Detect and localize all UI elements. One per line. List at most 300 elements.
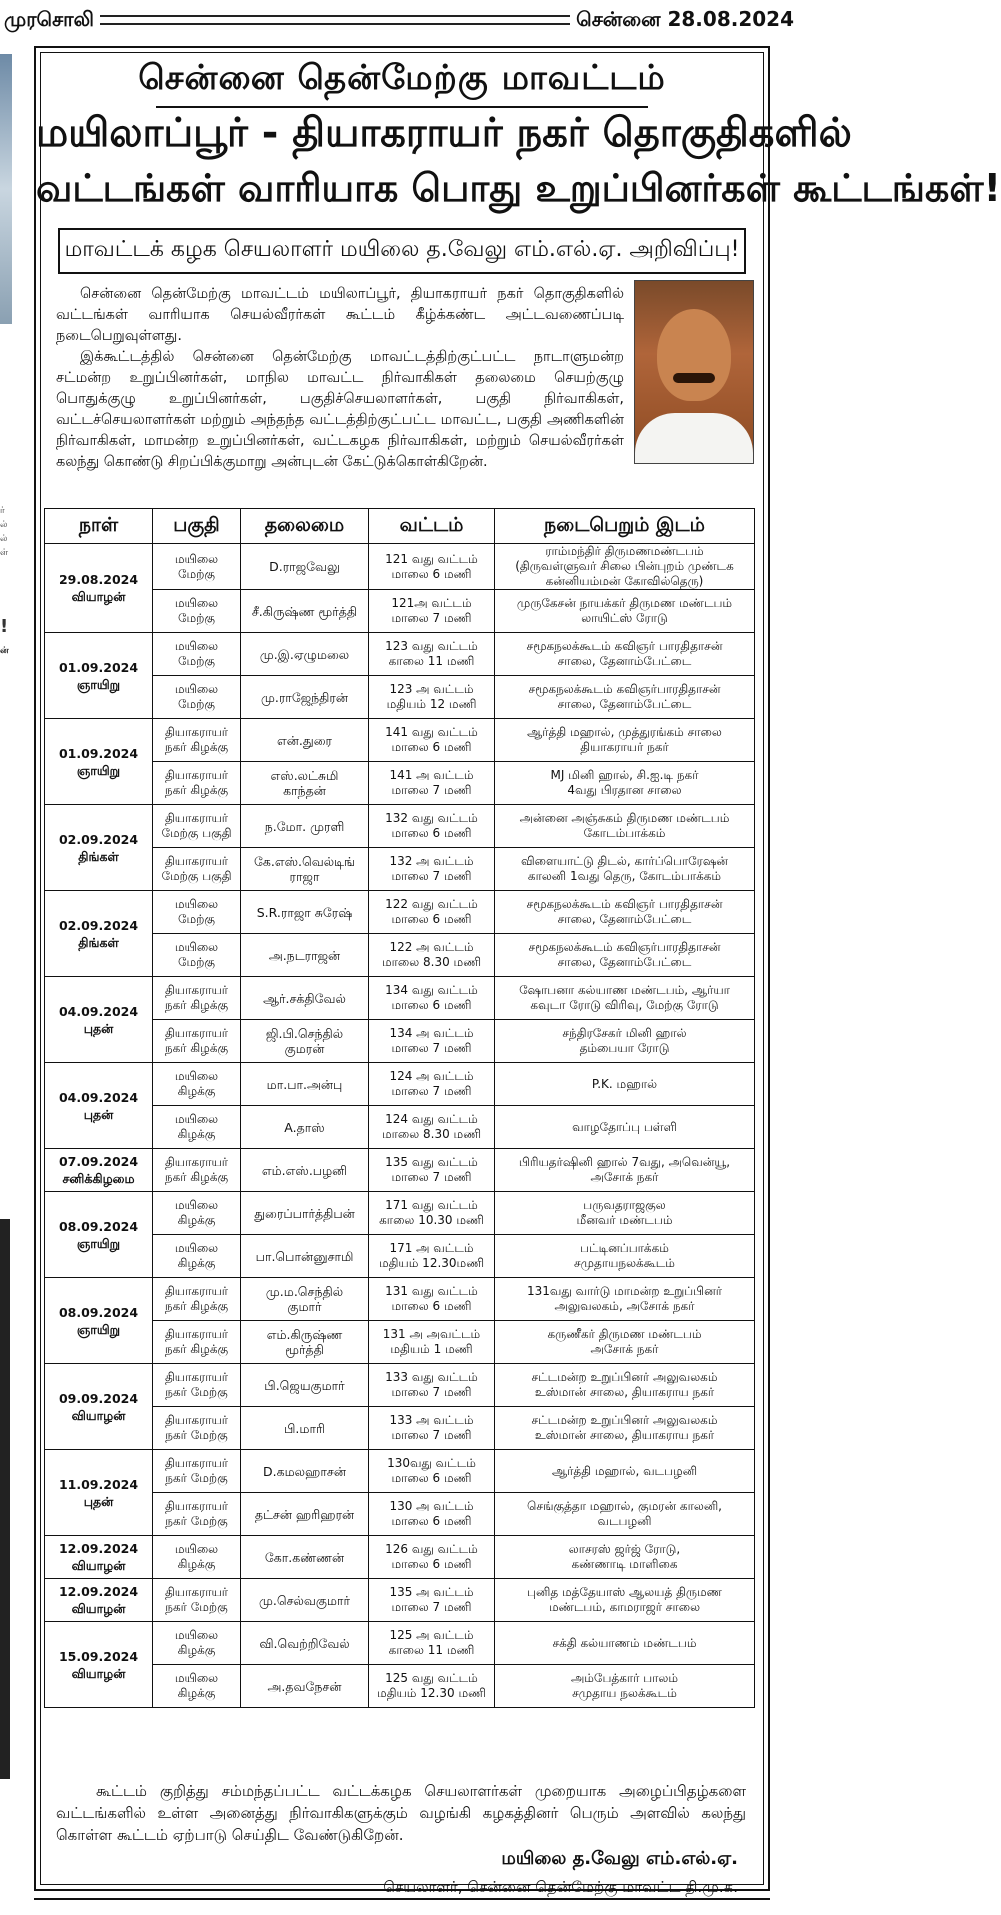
ward-time-cell-line-2: மாலை 6 மணி [391, 1557, 472, 1571]
ward-time-cell [369, 848, 495, 891]
meeting-date-cell [45, 977, 153, 1063]
adjacent-column-fragment [0, 44, 16, 1914]
area-cell-line-1: மயிலை [174, 1241, 219, 1255]
table-row [45, 1450, 755, 1493]
area-cell [153, 1364, 241, 1407]
leader-cell [241, 891, 369, 934]
venue-cell-line-1: சமூகநலக்கூடம் கவிஞர் பாரதிதாசன் [526, 897, 723, 911]
leader-cell-line-1: என்.துரை [277, 732, 332, 748]
venue-cell-line-1: சட்டமன்ற உறுப்பினர் அலுவலகம் [531, 1370, 718, 1384]
area-cell [153, 1493, 241, 1536]
title-district: சென்னை தென்மேற்கு மாவட்டம் [138, 58, 666, 98]
leader-cell-line-1: வி.வெற்றிவேல் [259, 1635, 350, 1651]
ward-time-cell [369, 1020, 495, 1063]
area-cell [153, 676, 241, 719]
leader-cell [241, 762, 369, 805]
venue-cell-line-1: புனித மத்தேயாஸ் ஆலயத் திருமண [527, 1585, 722, 1599]
leader-cell [241, 1278, 369, 1321]
masthead-rule [100, 15, 570, 25]
area-cell [153, 1235, 241, 1278]
ward-time-cell [369, 977, 495, 1020]
ward-time-cell [369, 1235, 495, 1278]
title-meetings: வட்டங்கள் வாரியாக பொது உறுப்பினர்கள் கூட்டங்கள்! [36, 166, 1001, 210]
table-row [45, 1536, 755, 1579]
area-cell-line-1: தியாகராயர் [164, 1413, 229, 1427]
ward-time-cell-line-1: 122 அ வட்டம் [389, 940, 474, 954]
venue-cell [495, 1192, 755, 1235]
leader-cell-line-1: A.தாஸ் [284, 1119, 325, 1135]
venue-cell-line-2: சமுதாய நலக்கூடம் [572, 1686, 677, 1700]
venue-cell-line-1: 131வது வார்டு மாமன்ற உறுப்பினர் [526, 1284, 723, 1298]
area-cell-line-1: தியாகராயர் [164, 1026, 229, 1040]
leader-cell [241, 676, 369, 719]
leader-cell-line-1: அ.தவநேசன் [267, 1678, 342, 1694]
table-body [45, 544, 755, 1708]
venue-cell [495, 848, 755, 891]
meeting-date: 11.09.2024 [58, 1476, 139, 1492]
area-cell-line-1: மயிலை [174, 682, 219, 696]
ward-time-cell-line-1: 134 வது வட்டம் [385, 983, 478, 997]
area-cell-line-2: நகர் கிழக்கு [164, 783, 229, 797]
leader-cell-line-1: மு.செல்வகுமார் [259, 1592, 350, 1608]
fragment-text: ! [0, 616, 9, 637]
area-cell-line-2: கிழக்கு [177, 1213, 216, 1227]
ward-time-cell-line-1: 125 வது வட்டம் [385, 1671, 478, 1685]
ward-time-cell-line-2: மதியம் 12 மணி [386, 697, 477, 711]
ward-time-cell [369, 1450, 495, 1493]
leader-cell [241, 1364, 369, 1407]
ward-time-cell-line-1: 130வது வட்டம் [387, 1456, 476, 1470]
title-underline [156, 106, 648, 108]
area-cell [153, 1106, 241, 1149]
table-row [45, 1149, 755, 1192]
header-venue: நடைபெறும் இடம் [495, 509, 755, 544]
advertisement-box [34, 46, 1001, 1896]
ward-time-cell-line-1: 131 வது வட்டம் [385, 1284, 478, 1298]
ward-time-cell-line-2: மாலை 8.30 மணி [381, 1127, 482, 1141]
leader-cell [241, 1106, 369, 1149]
ward-time-cell-line-2: மதியம் 1 மணி [390, 1342, 473, 1356]
fragment-text: ல் [0, 534, 8, 544]
leader-cell-line-1: மு.இ.ஏழுமலை [259, 646, 350, 662]
venue-cell-line-1: பட்டினப்பாக்கம் [580, 1241, 669, 1255]
venue-cell [495, 1622, 755, 1665]
area-cell-line-1: மயிலை [174, 1542, 219, 1556]
signature-title: செயலாளர், சென்னை தென்மேற்கு மாவட்ட தி.மு.க. [383, 1878, 738, 1896]
leader-cell-line-2: குமார் [287, 1299, 322, 1314]
area-cell [153, 762, 241, 805]
meeting-date: 29.08.2024 [58, 572, 139, 587]
venue-cell-line-2: உஸ்மான் சாலை, தியாகராய நகர் [534, 1385, 715, 1399]
area-cell [153, 977, 241, 1020]
venue-cell [495, 762, 755, 805]
venue-cell-line-2: மீனவர் மண்டபம் [576, 1213, 673, 1227]
venue-cell [495, 1450, 755, 1493]
leader-cell [241, 1063, 369, 1106]
ward-time-cell-line-2: மாலை 7 மணி [391, 1041, 472, 1055]
area-cell [153, 590, 241, 633]
ward-time-cell-line-1: 121 வது வட்டம் [385, 551, 478, 566]
area-cell-line-2: மேற்கு [178, 611, 215, 625]
venue-cell [495, 1235, 755, 1278]
leader-cell [241, 848, 369, 891]
area-cell [153, 805, 241, 848]
meeting-day: வியாழன் [71, 1407, 126, 1423]
leader-cell-line-1: D.கமலஹாசன் [263, 1463, 346, 1479]
meeting-date-cell [45, 719, 153, 805]
area-cell-line-1: தியாகராயர் [164, 1456, 229, 1470]
venue-cell [495, 1536, 755, 1579]
table-row [45, 719, 755, 762]
meeting-date-cell [45, 633, 153, 719]
venue-cell-line-1: சமூகநலக்கூடம் கவிஞர் பாரதிதாசன் [526, 639, 723, 653]
area-cell [153, 719, 241, 762]
area-cell-line-2: நகர் மேற்கு [165, 1471, 228, 1485]
area-cell [153, 1192, 241, 1235]
meeting-date-cell [45, 891, 153, 977]
ward-time-cell-line-2: மதியம் 12.30மணி [378, 1256, 485, 1270]
area-cell [153, 891, 241, 934]
ward-time-cell-line-1: 171 அ வட்டம் [389, 1241, 474, 1255]
title-constituencies: மயிலாப்பூர் - தியாகராயர் நகர் தொகுதிகளில் [36, 110, 852, 156]
leader-cell-line-1: கோ.கண்ணன் [264, 1549, 345, 1565]
venue-cell [495, 1665, 755, 1708]
venue-cell [495, 977, 755, 1020]
leader-cell [241, 1407, 369, 1450]
fragment-text: ள் [0, 548, 9, 558]
area-cell-line-2: கிழக்கு [177, 1256, 216, 1270]
area-cell [153, 1622, 241, 1665]
venue-cell-line-2: சமுதாயநலக்கூடம் [574, 1256, 675, 1270]
venue-cell [495, 1579, 755, 1622]
venue-cell-line-2: (திருவள்ளுவர் சிலை பின்புறம் முண்டக கன்னியம்மன் கோவில்தெரு) [515, 559, 734, 588]
meeting-date: 09.09.2024 [58, 1390, 139, 1406]
area-cell-line-2: நகர் மேற்கு [165, 1600, 228, 1614]
leader-cell [241, 1020, 369, 1063]
header-date: நாள் [45, 509, 153, 544]
ward-time-cell-line-1: 133 அ வட்டம் [389, 1413, 474, 1427]
leader-cell-line-1: ஆர்.சக்திவேல் [263, 990, 346, 1006]
ward-time-cell-line-2: மாலை 6 மணி [391, 998, 472, 1012]
venue-cell-line-1: முருகேசன் நாயக்கர் திருமண மண்டபம் [516, 596, 733, 610]
leader-cell [241, 977, 369, 1020]
ward-time-cell-line-2: மாலை 7 மணி [391, 1428, 472, 1442]
meeting-date-cell [45, 1536, 153, 1579]
ward-time-cell-line-2: மாலை 6 மணி [391, 1299, 472, 1313]
table-row [45, 1192, 755, 1235]
area-cell-line-1: மயிலை [174, 639, 219, 653]
venue-cell-line-1: ராம்மந்திர் திருமணமண்டபம் [545, 544, 704, 558]
area-cell-line-1: மயிலை [174, 596, 219, 610]
area-cell-line-1: மயிலை [174, 1628, 219, 1642]
venue-cell [495, 1020, 755, 1063]
venue-cell-line-1: ஷோபனா கல்யாண மண்டபம், ஆர்யா [519, 983, 730, 997]
leader-cell [241, 1235, 369, 1278]
masthead [0, 0, 800, 40]
area-cell [153, 1665, 241, 1708]
leader-cell-line-1: துரைப்பார்த்திபன் [254, 1205, 355, 1221]
leader-cell [241, 1493, 369, 1536]
venue-cell-line-1: செங்குத்தா மஹால், குமரன் காலனி, [526, 1499, 722, 1513]
venue-cell-line-2: சாலை, தேனாம்பேட்டை [557, 912, 692, 926]
area-cell [153, 848, 241, 891]
ward-time-cell-line-1: 141 அ வட்டம் [389, 768, 474, 782]
area-cell [153, 633, 241, 676]
ward-time-cell [369, 1063, 495, 1106]
header-area: பகுதி [153, 509, 241, 544]
ward-time-cell [369, 1536, 495, 1579]
ward-time-cell-line-1: 135 அ வட்டம் [389, 1585, 474, 1599]
ward-time-cell [369, 1493, 495, 1536]
meeting-date-cell [45, 1149, 153, 1192]
venue-cell-line-1: சட்டமன்ற உறுப்பினர் அலுவலகம் [531, 1413, 718, 1427]
venue-cell-line-2: மண்டபம், காமராஜர் சாலை [548, 1600, 701, 1614]
area-cell-line-2: மேற்கு [178, 912, 215, 926]
ward-time-cell-line-2: மாலை 6 மணி [391, 826, 472, 840]
ward-time-cell [369, 544, 495, 590]
adjacent-text-fragment [0, 334, 14, 658]
venue-cell-line-1: பருவதராஜகுல [583, 1198, 666, 1212]
leader-cell [241, 1622, 369, 1665]
table-row [45, 1364, 755, 1407]
leader-cell-line-1: எம்.எஸ்.பழனி [261, 1162, 348, 1178]
ward-time-cell-line-1: 125 அ வட்டம் [389, 1628, 474, 1642]
venue-cell-line-1: வாழதோப்பு பள்ளி [572, 1119, 677, 1134]
area-cell [153, 1149, 241, 1192]
meeting-date-cell [45, 544, 153, 633]
area-cell-line-1: தியாகராயர் [164, 983, 229, 997]
header-ward: வட்டம் [369, 509, 495, 544]
leader-cell-line-2: மூர்த்தி [285, 1342, 324, 1357]
meeting-day: வியாழன் [71, 1665, 126, 1681]
fragment-text: ர் [0, 506, 5, 516]
ward-time-cell-line-2: காலை 11 மணி [388, 654, 475, 668]
leader-cell-line-1: மு.ம.செந்தில் [265, 1284, 344, 1299]
meeting-date-cell [45, 1063, 153, 1149]
meeting-day: புதன் [83, 1493, 114, 1509]
ward-time-cell-line-1: 121அ வட்டம் [391, 596, 472, 610]
ward-time-cell-line-1: 135 வது வட்டம் [385, 1155, 478, 1169]
ward-time-cell [369, 762, 495, 805]
ward-time-cell [369, 676, 495, 719]
area-cell-line-2: கிழக்கு [177, 1127, 216, 1141]
leader-cell [241, 1579, 369, 1622]
leader-cell-line-1: தட்சன் ஹரிஹரன் [254, 1506, 355, 1522]
ward-time-cell-line-2: மாலை 6 மணி [391, 1471, 472, 1485]
area-cell-line-2: கிழக்கு [177, 1643, 216, 1657]
meeting-date: 04.09.2024 [58, 1003, 139, 1019]
ward-time-cell-line-2: மாலை 6 மணி [391, 912, 472, 926]
venue-cell [495, 719, 755, 762]
meeting-date-cell [45, 805, 153, 891]
meeting-date: 12.09.2024 [58, 1541, 139, 1556]
meeting-date-cell [45, 1278, 153, 1364]
portrait-shirt [635, 413, 753, 463]
venue-cell-line-1: சமூகநலக்கூடம் கவிஞர்பாரதிதாசன் [528, 940, 721, 954]
ward-time-cell-line-1: 123 வது வட்டம் [385, 639, 478, 653]
table-row [45, 1063, 755, 1106]
ward-time-cell [369, 1579, 495, 1622]
meeting-date-cell [45, 1450, 153, 1536]
venue-cell-line-1: விளையாட்டு திடல், கார்ப்பொரேஷன் [521, 854, 728, 868]
leader-cell-line-1: பா.பொன்னுசாமி [255, 1248, 354, 1264]
venue-cell [495, 1493, 755, 1536]
leader-cell-line-1: சீ.கிருஷ்ண மூர்த்தி [251, 603, 358, 619]
area-cell-line-1: மயிலை [174, 1671, 219, 1685]
area-cell-line-2: நகர் கிழக்கு [164, 1041, 229, 1055]
area-cell-line-2: நகர் மேற்கு [165, 1514, 228, 1528]
leader-cell-line-1: எம்.கிருஷ்ண [266, 1327, 343, 1342]
area-cell-line-2: மேற்கு [178, 654, 215, 668]
portrait-face [657, 309, 731, 401]
ward-time-cell-line-2: காலை 11 மணி [388, 1643, 475, 1657]
area-cell [153, 1020, 241, 1063]
venue-cell-line-1: சந்திரசேகர் மினி ஹால் [562, 1026, 687, 1040]
ward-time-cell-line-2: மாலை 7 மணி [391, 1600, 472, 1614]
venue-cell-line-2: தம்பையா ரோடு [579, 1041, 670, 1055]
ward-time-cell [369, 1665, 495, 1708]
meeting-date: 07.09.2024 [58, 1154, 139, 1169]
ward-time-cell-line-2: காலை 10.30 மணி [379, 1213, 484, 1227]
area-cell-line-2: நகர் கிழக்கு [164, 740, 229, 754]
secretary-portrait [634, 280, 754, 464]
leader-cell-line-1: S.R.ராஜா சுரேஷ் [256, 904, 353, 920]
ward-time-cell [369, 1364, 495, 1407]
venue-cell [495, 1149, 755, 1192]
meeting-day: ஞாயிறு [76, 1321, 121, 1337]
venue-cell-line-1: சக்தி கல்யாணம் மண்டபம் [552, 1635, 697, 1650]
ward-time-cell-line-2: மதியம் 12.30 மணி [377, 1686, 486, 1700]
venue-cell-line-2: உஸ்மான் சாலை, தியாகராய நகர் [534, 1428, 715, 1442]
header-leader: தலைமை [241, 509, 369, 544]
adjacent-photo-fragment [0, 54, 12, 324]
ward-time-cell-line-2: மாலை 7 மணி [391, 1170, 472, 1184]
ward-time-cell-line-2: மாலை 7 மணி [391, 1084, 472, 1098]
ward-time-cell [369, 805, 495, 848]
intro-paragraph-2: இக்கூட்டத்தில் சென்னை தென்மேற்கு மாவட்டத்திற்குட்பட்ட நாடாளுமன்ற சட்மன்ற உறுப்பினர்கள், மாநில மாவட்ட நிர்வாகிகள் தலைமை செயற்குழு பொதுக்குழு உறுப்பினர்கள், பகுதிச்செயலாளர்கள், பகுதி நிர்வாகிகள், வட்டச்செயலாளர்கள் மற்றும் அந்தந்த வட்டத்திற்குட்பட்ட மாவட்ட, பகுதி அணிகளின் நிர்வாகிகள், மாமன்ற உறுப்பினர்கள், வட்டகழக நிர்வாகிகள், மற்றும் செயல்வீரர்கள் கலந்து கொண்டு சிறப்பிக்குமாறு அன்புடன் கேட்டுக்கொள்கிறேன். [56, 349, 624, 470]
leader-cell-line-2: ராஜா [289, 869, 320, 884]
ward-time-cell-line-2: மாலை 7 மணி [391, 1385, 472, 1399]
ward-time-cell-line-2: மாலை 7 மணி [391, 783, 472, 797]
area-cell-line-2: நகர் கிழக்கு [164, 998, 229, 1012]
table-row [45, 1622, 755, 1665]
intro-text [56, 284, 624, 473]
announcement-text: மாவட்டக் கழக செயலாளர் மயிலை த.வேலு எம்.எல்.ஏ. அறிவிப்பு! [64, 237, 740, 262]
area-cell [153, 1321, 241, 1364]
leader-cell-line-1: மு.ராஜேந்திரன் [261, 689, 348, 705]
table-row [45, 1278, 755, 1321]
venue-cell-line-2: வடபழனி [597, 1514, 652, 1528]
venue-cell-line-1: P.K. மஹால் [591, 1076, 658, 1091]
meeting-date: 02.09.2024 [58, 917, 139, 933]
meeting-day: சனிக்கிழமை [62, 1171, 135, 1186]
venue-cell-line-2: தியாகராயர் நகர் [580, 740, 669, 754]
area-cell-line-1: தியாகராயர் [164, 725, 229, 739]
meeting-day: புதன் [83, 1106, 114, 1122]
venue-cell-line-1: ஆர்த்தி மஹால், வடபழனி [551, 1463, 698, 1478]
intro-paragraph-1: சென்னை தென்மேற்கு மாவட்டம் மயிலாப்பூர், தியாகராயர் நகர் தொகுதிகளில் வட்டங்கள் வாரியாக செயல்வீரர்கள் கூட்டம் கீழ்க்கண்ட அட்டவணைப்படி நடைபெறுவுள்ளது. [56, 286, 624, 344]
signature-name: மயிலை த.வேலு எம்.எல்.ஏ. [501, 1848, 738, 1869]
table-row [45, 977, 755, 1020]
venue-cell-line-2: சாலை, தேனாம்பேட்டை [557, 654, 692, 668]
leader-cell [241, 590, 369, 633]
leader-cell [241, 544, 369, 590]
area-cell [153, 1278, 241, 1321]
area-cell-line-1: தியாகராயர் [164, 1585, 229, 1599]
area-cell-line-2: நகர் கிழக்கு [164, 1342, 229, 1356]
meeting-date: 01.09.2024 [58, 659, 139, 675]
venue-cell-line-2: கண்ணாடி மாளிகை [571, 1557, 678, 1571]
meeting-date-cell [45, 1192, 153, 1278]
closing-request [56, 1780, 746, 1846]
leader-cell-line-1: D.ராஜவேலு [269, 559, 340, 574]
area-cell-line-2: மேற்கு [178, 955, 215, 969]
venue-cell-line-1: ஆர்த்தி மஹால், முத்துரங்கம் சாலை [527, 725, 722, 739]
venue-cell [495, 1407, 755, 1450]
leader-cell [241, 1536, 369, 1579]
venue-cell [495, 676, 755, 719]
meeting-day: புதன் [83, 1020, 114, 1036]
ward-time-cell [369, 1106, 495, 1149]
area-cell-line-1: மயிலை [174, 1112, 219, 1126]
ward-time-cell [369, 633, 495, 676]
meeting-day: வியாழன் [71, 1601, 126, 1616]
ward-time-cell [369, 934, 495, 977]
meeting-date-cell [45, 1579, 153, 1622]
table-row [45, 1579, 755, 1622]
ward-time-cell-line-2: மாலை 6 மணி [391, 740, 472, 754]
venue-cell [495, 1106, 755, 1149]
area-cell-line-1: தியாகராயர் [164, 811, 229, 825]
meeting-day: ஞாயிறு [76, 676, 121, 692]
ward-time-cell-line-1: 122 வது வட்டம் [385, 897, 478, 911]
meeting-day: வியாழன் [71, 589, 126, 604]
ward-time-cell-line-1: 126 வது வட்டம் [385, 1542, 478, 1556]
ward-time-cell-line-2: மாலை 6 மணி [391, 1514, 472, 1528]
leader-cell-line-1: பி.மாரி [284, 1420, 325, 1436]
ward-time-cell-line-1: 132 வது வட்டம் [385, 811, 478, 825]
meeting-day: ஞாயிறு [76, 1235, 121, 1251]
area-cell-line-1: தியாகராயர் [164, 1370, 229, 1384]
ward-time-cell-line-1: 133 வது வட்டம் [385, 1370, 478, 1384]
venue-cell-line-2: அலுவலகம், அசோக் நகர் [554, 1299, 695, 1313]
area-cell [153, 1579, 241, 1622]
leader-cell-line-2: காந்தன் [283, 783, 326, 798]
meeting-day: திங்கள் [78, 934, 119, 950]
ward-time-cell-line-1: 131 அ அவட்டம் [382, 1327, 481, 1341]
closing-text: கூட்டம் குறித்து சம்மந்தப்பட்ட வட்டக்கழக செயலாளர்கள் முறையாக அழைப்பிதழ்களை வட்டங்களில் உள்ள அனைத்து நிர்வாகிகளுக்கும் வழங்கி கழகத்தினர் பெரும் அளவில் கலந்து கொள்ள கூட்டம் ஏற்பாடு செய்திட வேண்டுகிறேன். [56, 1782, 746, 1844]
adjacent-dark-block [0, 1219, 10, 1779]
leader-cell-line-1: ந.மோ. முரளி [264, 818, 345, 834]
ward-time-cell-line-2: மாலை 7 மணி [391, 869, 472, 883]
dateline: சென்னை 28.08.2024 [576, 6, 794, 31]
meeting-date: 15.09.2024 [58, 1648, 139, 1664]
meeting-date-cell [45, 1364, 153, 1450]
area-cell-line-2: நகர் மேற்கு [165, 1385, 228, 1399]
meeting-schedule-table [44, 508, 755, 1708]
area-cell-line-2: கிழக்கு [177, 1557, 216, 1571]
venue-cell-line-2: அசோக் நகர் [590, 1342, 659, 1356]
area-cell-line-1: தியாகராயர் [164, 1284, 229, 1298]
venue-cell-line-1: பிரியதர்ஷினி ஹால் 7வது, அவென்யூ, [518, 1155, 731, 1169]
area-cell-line-2: மேற்கு [178, 697, 215, 711]
table-row [45, 891, 755, 934]
area-cell-line-2: நகர் கிழக்கு [164, 1299, 229, 1313]
venue-cell-line-2: சாலை, தேனாம்பேட்டை [557, 955, 692, 969]
leader-cell-line-1: கே.எஸ்.வெல்டிங் [254, 854, 355, 869]
table-row [45, 633, 755, 676]
ward-time-cell-line-2: மாலை 7 மணி [391, 611, 472, 625]
